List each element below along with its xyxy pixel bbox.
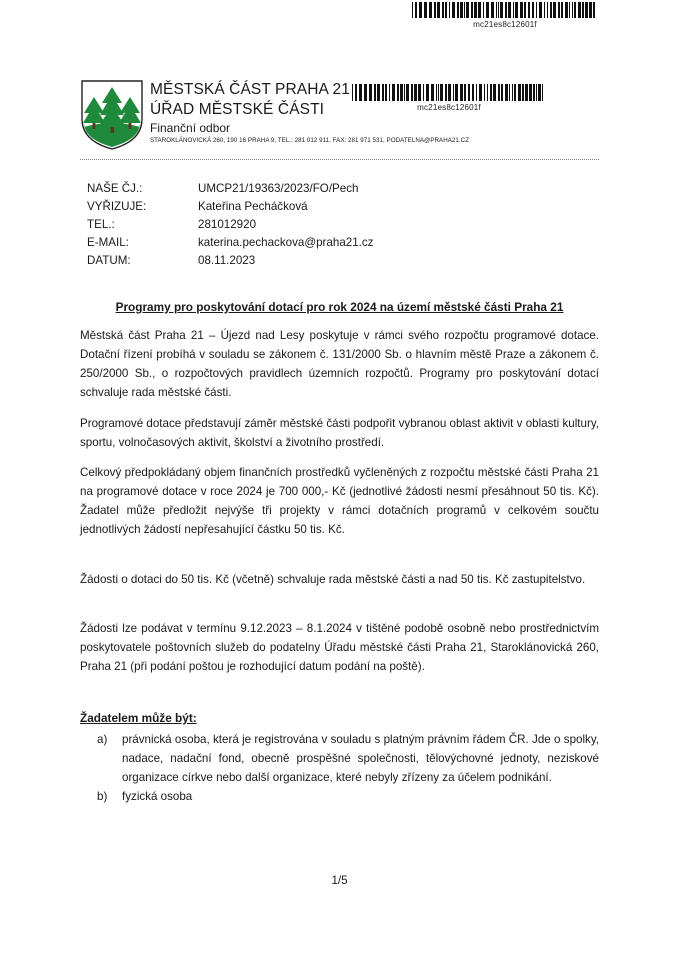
- barcode-bar: [355, 84, 357, 101]
- barcode-bar: [522, 84, 524, 101]
- barcode-bar: [487, 84, 488, 101]
- applicants-heading: Žadatelem může být:: [80, 711, 197, 725]
- barcode-bar: [436, 84, 437, 101]
- meta-row: [87, 198, 373, 216]
- barcode-bar: [452, 2, 455, 18]
- barcode-bar: [418, 84, 421, 101]
- top-barcode-code: mc21es8c12601f: [473, 20, 537, 29]
- page-number: 1/5: [331, 874, 348, 887]
- paragraph: Městská část Praha 21 – Újezd nad Lesy poskytuje v rámci svého rozpočtu programové dotace. Dotační řízení probíhá v souladu se zákonem č. 131/2000 Sb. o hlavním městě Praze a zákonem č. 250/2000 Sb., o rozpočtových pravidlech územních rozpočtů. Programy pro poskytování dotací schvaluje rada městské části.: [80, 329, 599, 399]
- barcode-bar: [369, 84, 372, 101]
- header-barcode-code: mc21es8c12601f: [417, 103, 481, 112]
- barcode-bar: [385, 84, 387, 101]
- barcode-bar: [589, 2, 592, 18]
- barcode-bar: [525, 84, 528, 101]
- meta-value: 08.11.2023: [198, 254, 256, 267]
- barcode-bar: [412, 2, 413, 18]
- barcode-bar: [478, 2, 481, 18]
- barcode-bar: [429, 2, 432, 18]
- list-item-text: fyzická osoba: [122, 790, 193, 803]
- barcode-bar: [585, 2, 588, 18]
- meta-label: TEL.:: [87, 218, 115, 231]
- barcode-bar: [406, 84, 409, 101]
- barcode-bar: [419, 2, 422, 18]
- barcode-bar: [449, 2, 450, 18]
- barcode-bar: [374, 84, 376, 101]
- barcode-bar: [558, 2, 560, 18]
- barcode-bar: [460, 84, 463, 101]
- meta-value: UMCP21/19363/2023/FO/Pech: [198, 182, 359, 195]
- barcode-bar: [400, 84, 403, 101]
- barcode-bar: [498, 84, 500, 101]
- top-barcode: [412, 2, 598, 18]
- barcode-bar: [466, 2, 469, 18]
- address: STAROKLÁNOVICKÁ 260, 190 16 PRAHA 9, TEL.: 281 012 911, FAX: 281 971 531, PODATELNA@PRAHA21.CZ: [150, 137, 470, 144]
- barcode-bar: [445, 84, 447, 101]
- barcode-bar: [392, 84, 395, 101]
- reference-block: [87, 180, 373, 270]
- barcode-bar: [565, 2, 568, 18]
- barcode-bar: [457, 2, 459, 18]
- barcode-bar: [561, 2, 563, 18]
- barcode-bar: [464, 84, 466, 101]
- barcode-bar: [448, 84, 451, 101]
- barcode-bar: [453, 84, 454, 101]
- barcode-bar: [431, 84, 434, 101]
- barcode-bar: [484, 84, 485, 101]
- barcode-bar: [476, 84, 477, 101]
- barcode-bar: [582, 2, 584, 18]
- barcode-bar: [512, 84, 513, 101]
- list-marker: a): [97, 733, 108, 746]
- barcode-bar: [501, 84, 503, 101]
- barcode-bar: [486, 2, 489, 18]
- barcode-bar: [468, 84, 470, 101]
- barcode-bar: [434, 2, 436, 18]
- barcode-bar: [414, 84, 417, 101]
- barcode-bar: [593, 2, 595, 18]
- barcode-bar: [518, 84, 521, 101]
- meta-row: [87, 216, 373, 234]
- barcode-bar: [397, 84, 399, 101]
- barcode-bar: [445, 2, 447, 18]
- paragraph: Celkový předpokládaný objem finančních prostředků vyčleněných z rozpočtu městské části Praha 21 na programové dotace v roce 2024 je 700 000,- Kč (jednotlivé žádosti nesmí přesáhnout 50 tis. Kč). Žadatel může předložit nejvýše tři projekty v rámci dotačních programů v celkovém součtu jednotlivých žádostí nepřesahující částku 50 tis. Kč.: [80, 466, 599, 536]
- barcode-bar: [513, 2, 514, 18]
- barcode-bar: [524, 2, 526, 18]
- list-item: [97, 730, 599, 787]
- barcode-bar: [529, 84, 532, 101]
- barcode-bar: [547, 2, 548, 18]
- barcode-bar: [411, 84, 413, 101]
- barcode-bar: [424, 2, 427, 18]
- applicants-list: [97, 730, 599, 806]
- barcode-bar: [508, 2, 511, 18]
- barcode-bar: [472, 84, 474, 101]
- barcode-bar: [491, 2, 494, 18]
- barcode-bar: [442, 2, 444, 18]
- meta-row: [87, 180, 373, 198]
- barcode-bar: [520, 2, 523, 18]
- barcode-bar: [437, 2, 440, 18]
- barcode-bar: [415, 2, 417, 18]
- list-item-text: právnická osoba, která je registrována v souladu s platným právním řádem ČR. Jde o spolky, nadace, nadační fond, obecně prospěšné společnosti, tělovýchovné jednoty, neziskové organizace církve nebo další organizace, které nebyly zřízeny za účelem podnikání.: [122, 733, 599, 784]
- barcode-bar: [533, 84, 535, 101]
- barcode-bar: [464, 2, 465, 18]
- barcode-bar: [509, 84, 510, 101]
- barcode-bar: [542, 84, 543, 101]
- barcode-bar: [382, 84, 384, 101]
- barcode-bar: [498, 2, 499, 18]
- paragraph: Programové dotace představují záměr městské části podpořit vybranou oblast aktivit v oblasti kultury, sportu, volnočasových aktivit, školství a životního prostředí.: [80, 417, 599, 449]
- barcode-bar: [505, 2, 507, 18]
- barcode-bar: [544, 2, 545, 18]
- list-marker: b): [97, 790, 108, 803]
- barcode-bar: [528, 2, 530, 18]
- list-item: [97, 787, 599, 806]
- barcode-bar: [474, 2, 477, 18]
- meta-row: [87, 234, 373, 252]
- barcode-bar: [572, 2, 573, 18]
- barcode-bar: [574, 2, 576, 18]
- barcode-bar: [536, 2, 537, 18]
- barcode-bar: [377, 84, 380, 101]
- barcode-bar: [479, 84, 482, 101]
- barcode-bar: [500, 2, 503, 18]
- barcode-bar: [460, 2, 463, 18]
- barcode-bar: [440, 84, 443, 101]
- meta-label: NAŠE ČJ.:: [87, 182, 143, 195]
- barcode-bar: [404, 84, 405, 101]
- barcode-bar: [389, 84, 390, 101]
- barcode-bar: [490, 84, 492, 101]
- barcode-bar: [550, 2, 552, 18]
- barcode-bar: [532, 2, 534, 18]
- barcode-bar: [455, 84, 458, 101]
- barcode-bar: [536, 84, 537, 101]
- paragraph: Žádosti lze podávat v termínu 9.12.2023 – 8.1.2024 v tištěné podobě osobně nebo prostřednictvím poskytovatele poštovních služeb do podatelny Úřadu městské části Praha 21, Staroklánovická 260, Praha 21 (při podání poštou je rozhodující datum podání na poště).: [80, 622, 599, 673]
- meta-label: DATUM:: [87, 254, 131, 267]
- barcode-bar: [505, 84, 508, 101]
- office-subname: ÚŘAD MĚSTSKÉ ČÁSTI: [150, 101, 325, 118]
- barcode-bar: [352, 84, 353, 101]
- barcode-bar: [538, 84, 541, 101]
- document-title: Programy pro poskytování dotací pro rok 2024 na území městské části Praha 21: [115, 300, 564, 314]
- barcode-bar: [471, 2, 473, 18]
- barcode-bar: [423, 84, 424, 101]
- meta-label: VYŘIZUJE:: [87, 200, 147, 213]
- barcode-bar: [426, 84, 429, 101]
- barcode-bar: [515, 2, 518, 18]
- barcode-bar: [578, 2, 581, 18]
- office-name: MĚSTSKÁ ČÁST PRAHA 21: [150, 81, 350, 98]
- barcode-bar: [364, 84, 367, 101]
- trees-coat-of-arms-icon: [80, 79, 144, 151]
- barcode-bar: [483, 2, 484, 18]
- barcode-bar: [496, 2, 497, 18]
- municipal-logo: [80, 79, 144, 151]
- meta-value: Kateřina Pecháčková: [198, 200, 308, 213]
- barcode-bar: [438, 84, 439, 101]
- meta-row: [87, 252, 373, 270]
- barcode-bar: [539, 2, 542, 18]
- paragraph: Žádosti o dotaci do 50 tis. Kč (včetně) schvaluje rada městské části a nad 50 tis. Kč zastupitelstvo.: [80, 573, 586, 586]
- meta-value: katerina.pechackova@praha21.cz: [198, 236, 374, 249]
- header-divider: [80, 159, 599, 160]
- barcode-bar: [514, 84, 516, 101]
- barcode-bar: [493, 84, 496, 101]
- meta-label: E-MAIL:: [87, 236, 129, 249]
- barcode-bar: [359, 84, 362, 101]
- meta-value: 281012920: [198, 218, 257, 231]
- department: Finanční odbor: [150, 121, 231, 135]
- barcode-bar: [569, 2, 570, 18]
- barcode-bar: [553, 2, 556, 18]
- header-barcode: [352, 84, 546, 101]
